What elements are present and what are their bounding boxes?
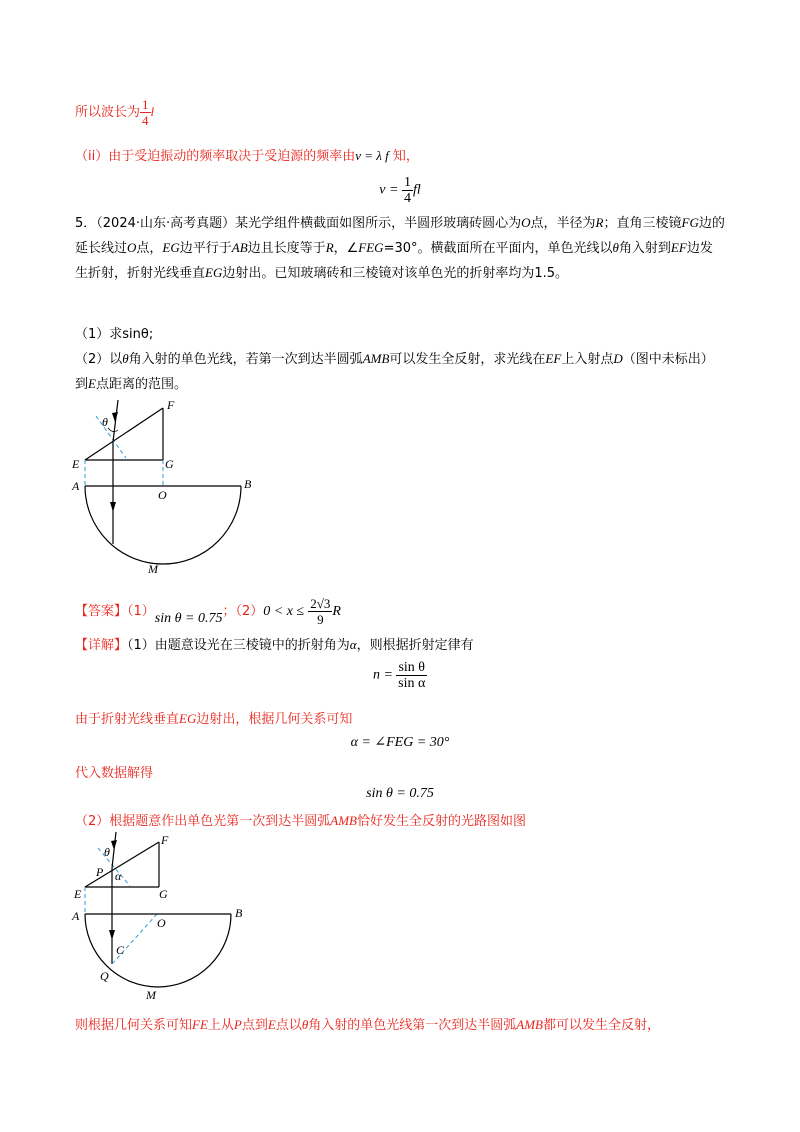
snell-formula: n = $\frac{\text{sin θ}}{\text{sin α}}$ bbox=[373, 660, 426, 691]
label-c: C bbox=[116, 943, 125, 957]
answer-formula-2: 0 < x ≤ bbox=[263, 604, 305, 619]
quarter-fraction: $\frac{1}{4}$ bbox=[142, 97, 149, 128]
label-p: P bbox=[96, 865, 104, 879]
incident-arrow bbox=[112, 412, 118, 422]
label-b: B bbox=[244, 477, 252, 491]
detail-line-2: 由于折射光线垂直EG边射出，根据几何关系可知 bbox=[75, 711, 353, 727]
sub-question-1: （1）求sinθ; bbox=[75, 327, 154, 342]
incident-ray bbox=[113, 400, 118, 442]
wave-formula: v = λ f bbox=[355, 148, 389, 163]
sin-theta-formula: sin θ = 0.75 bbox=[366, 786, 434, 801]
refracted-arrow bbox=[110, 502, 116, 512]
question-5: 5．（2024·山东·高考真题）某光学组件横截面如图所示，半圆形玻璃砖圆心为O点，半径为R；直角三棱镜FG边的延长线过O点，EG边平行于AB边且长度等于R，∠FEG=30°。横截面所在平面内，单色光线以θ角入射到EF边发生折射，折射光线垂直EG边射出。已知玻璃砖和三棱镜对该单色光的折射率均为1.5。 bbox=[75, 215, 725, 281]
figure-2-optics-diagram bbox=[60, 830, 270, 1005]
detail-line-4: （2）根据题意作出单色光第一次到达半圆弧AMB恰好发生全反射的光路图如图 bbox=[75, 813, 527, 829]
prism-edge-ef bbox=[85, 408, 163, 460]
velocity-formula: v = $\frac{1}{4}$ fl bbox=[379, 175, 421, 206]
label-m: M bbox=[146, 988, 156, 1002]
detail-line-1: 【详解】（1）由题意设光在三棱镜中的折射角为α，则根据折射定律有 bbox=[75, 637, 474, 653]
refracted-arrow bbox=[109, 930, 115, 940]
label-o: O bbox=[158, 488, 167, 502]
label-a: A bbox=[72, 479, 80, 493]
alpha-formula: α = ∠FEG = 30° bbox=[350, 735, 450, 750]
wavelength-line bbox=[75, 97, 154, 128]
label-a: A bbox=[72, 909, 80, 923]
label-theta: θ bbox=[104, 845, 110, 859]
label-f: F bbox=[161, 833, 169, 847]
label-e: E bbox=[72, 457, 80, 471]
label-m: M bbox=[148, 562, 158, 576]
detail-line-3: 代入数据解得 bbox=[75, 766, 154, 781]
forced-vibration-line: （ii）由于受迫振动的频率取决于受迫源的频率由v = λ f 知， bbox=[75, 148, 419, 164]
label-theta: θ bbox=[102, 415, 108, 429]
answer-label: 【答案】 bbox=[75, 604, 128, 619]
incident-arrow bbox=[111, 840, 117, 850]
label-alpha: α bbox=[115, 869, 122, 883]
normal-line bbox=[96, 416, 126, 458]
label-g: G bbox=[165, 457, 174, 471]
answer-line: 【答案】（1）sin θ = 0.75；（2）0 < x ≤ $\frac{2√3}{9}$ R bbox=[75, 596, 341, 627]
figure-1-optics-diagram bbox=[60, 398, 270, 580]
wavelength-var: l bbox=[150, 104, 155, 119]
detail-label: 【详解】 bbox=[75, 638, 128, 653]
sub-question-2: （2）以θ角入射的单色光线，若第一次到达半圆弧AMB可以发生全反射，求光线在EF上入射点D（图中未标出）到E点距离的范围。 bbox=[75, 351, 714, 392]
label-o: O bbox=[157, 916, 166, 930]
label-e: E bbox=[74, 887, 82, 901]
detail-line-5: 则根据几何关系可知FE上从P点到E点以θ角入射的单色光线第一次到达半圆弧AMB都可以发生全反射， bbox=[75, 1017, 660, 1033]
answer-formula-1: sin θ = 0.75 bbox=[154, 611, 223, 626]
label-q: Q bbox=[100, 969, 109, 983]
label-b: B bbox=[235, 906, 243, 920]
theta-arc bbox=[108, 428, 118, 432]
label-f: F bbox=[167, 398, 175, 412]
label-g: G bbox=[159, 887, 168, 901]
wavelength-text: 所以波长为 bbox=[75, 105, 141, 120]
